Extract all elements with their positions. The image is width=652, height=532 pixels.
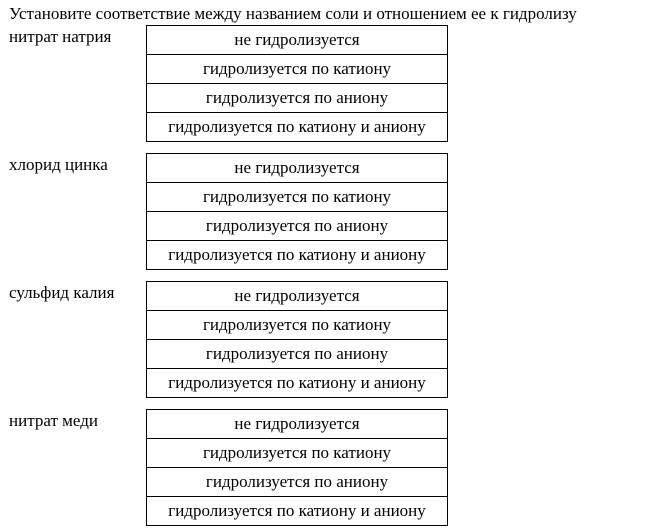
option-no-hydrolysis[interactable]: не гидролизуется [234,158,360,177]
option-cation-hydrolysis[interactable]: гидролизуется по катиону [147,54,447,83]
salt-name: нитрат натрия [9,27,112,46]
options-list [146,153,448,270]
option-anion-hydrolysis[interactable]: гидролизуется по аниону [147,211,447,240]
options-list [146,281,448,398]
option-cation-hydrolysis[interactable]: гидролизуется по катиону [147,310,447,339]
option-no-hydrolysis[interactable]: не гидролизуется [234,414,360,433]
option-anion-hydrolysis[interactable]: гидролизуется по аниону [147,467,447,496]
question-block [0,25,652,145]
option-anion-hydrolysis[interactable]: гидролизуется по аниону [147,83,447,112]
salt-name: сульфид калия [9,283,115,302]
options-list [146,409,448,526]
option-cation-anion-hydrolysis[interactable]: гидролизуется по катиону и аниону [147,112,447,141]
option-cation-hydrolysis[interactable]: гидролизуется по катиону [147,438,447,467]
option-no-hydrolysis[interactable]: не гидролизуется [234,286,360,305]
options-list [146,25,448,142]
question-block [0,153,652,273]
option-cation-anion-hydrolysis[interactable]: гидролизуется по катиону и аниону [147,240,447,269]
salt-name: нитрат меди [9,411,98,430]
question-block [0,409,652,529]
salt-name: хлорид цинка [9,155,108,174]
option-no-hydrolysis[interactable]: не гидролизуется [234,30,360,49]
option-cation-anion-hydrolysis[interactable]: гидролизуется по катиону и аниону [147,496,447,525]
question-block [0,281,652,401]
instruction-text: Установите соответствие между названием соли и отношением ее к гидролизу [9,4,577,23]
option-anion-hydrolysis[interactable]: гидролизуется по аниону [147,339,447,368]
option-cation-hydrolysis[interactable]: гидролизуется по катиону [147,182,447,211]
option-cation-anion-hydrolysis[interactable]: гидролизуется по катиону и аниону [147,368,447,397]
